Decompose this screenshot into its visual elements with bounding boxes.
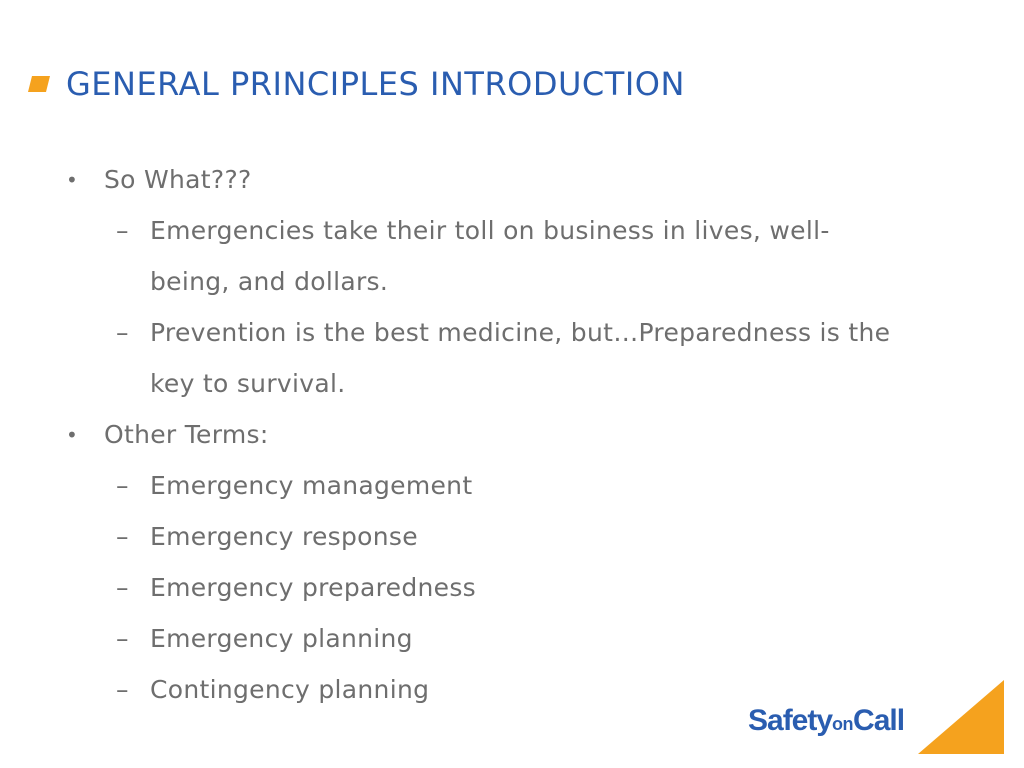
sub-bullet-text-continued: key to survival.: [150, 369, 346, 398]
corner-triangle-icon: [918, 680, 1004, 754]
sub-bullet-text-continued: being, and dollars.: [150, 267, 389, 296]
bullet-glyph: •: [66, 168, 78, 192]
logo-call: Call: [853, 704, 905, 737]
bullet-text: So What???: [104, 165, 252, 194]
sub-bullet-text: Emergency preparedness: [150, 573, 476, 602]
sub-bullet-text: Emergency response: [150, 522, 418, 551]
sub-bullet-text: Emergency planning: [150, 624, 413, 653]
bullet-text: Other Terms:: [104, 420, 269, 449]
logo-safety: Safety: [748, 704, 833, 737]
slide-title: GENERAL PRINCIPLES INTRODUCTION: [66, 65, 685, 103]
sub-bullet-text: Emergencies take their toll on business in lives, well-: [150, 216, 830, 245]
sub-bullet-glyph: –: [116, 318, 129, 347]
sub-bullet-text: Prevention is the best medicine, but…Preparedness is the: [150, 318, 891, 347]
bullet-glyph: •: [66, 423, 78, 447]
sub-bullet-text: Contingency planning: [150, 675, 430, 704]
sub-bullet-text: Emergency management: [150, 471, 473, 500]
logo-on: on: [832, 714, 854, 734]
sub-bullet-glyph: –: [116, 624, 129, 653]
sub-bullet-glyph: –: [116, 471, 129, 500]
safety-on-call-logo: [748, 704, 904, 738]
sub-bullet-glyph: –: [116, 675, 129, 704]
sub-bullet-glyph: –: [116, 216, 129, 245]
sub-bullet-glyph: –: [116, 573, 129, 602]
sub-bullet-glyph: –: [116, 522, 129, 551]
